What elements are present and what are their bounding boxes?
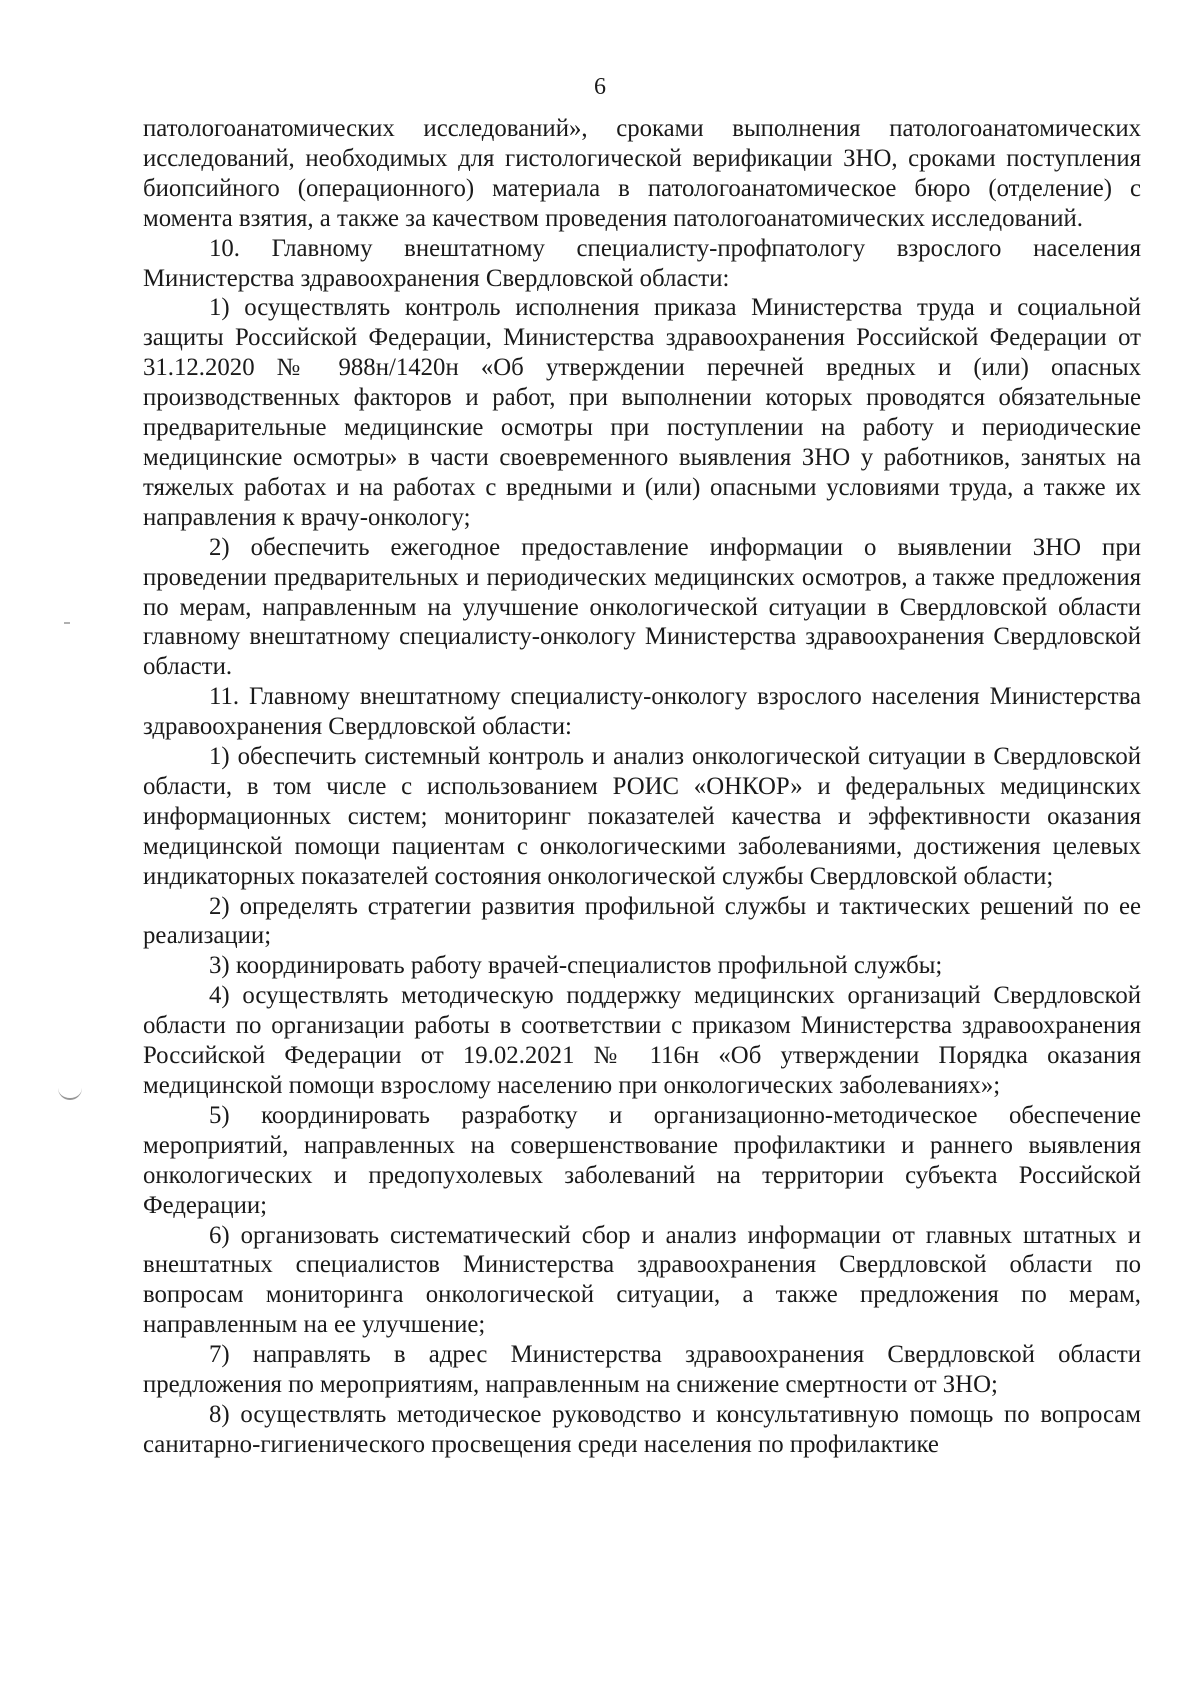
paragraph-item-11-1: 1) обеспечить системный контроль и анализ онкологической ситуации в Свердловской области, в том числе с использованием РОИС «ОНКОР» и федеральных медицинских информационных систем; мониторинг показателей качества и эффективности оказания медицинской помощи пациентам с онкологическими заболеваниями, достижения целевых индикаторных показателей состояния онкологической службы Свердловской области;: [143, 743, 1141, 890]
paragraph-item-11: 11. Главному внештатному специалисту-онкологу взрослого населения Министерства здравоохранения Свердловской области:: [143, 683, 1141, 741]
paragraph-continuation: патологоанатомических исследований», сроками выполнения патологоанатомических исследований, необходимых для гистологической верификации ЗНО, сроками поступления биопсийного (операционного) материала в патологоанатомическое бюро (отделение) с момента взятия, а также за качеством проведения патологоанатомических исследований.: [143, 115, 1141, 232]
paragraph-item-10-2: 2) обеспечить ежегодное предоставление информации о выявлении ЗНО при проведении предварительных и периодических медицинских осмотров, а также предложения по мерам, направленным на улучшение онкологической ситуации в Свердловской области главному внештатному специалисту-онкологу Министерства здравоохранения Свердловской области.: [143, 533, 1141, 681]
paragraph-item-10-1: 1) осуществлять контроль исполнения приказа Министерства труда и социальной защиты Российской Федерации, Министерства здравоохранения Российской Федерации от 31.12.2020 № 988н/1420н «Об утверждении перечней вредных и (или) опасных производственных факторов и работ, при выполнении которых проводятся обязательные предварительные медицинские осмотры при поступлении на работу и периодические медицинские осмотры» в части своевременного выявления ЗНО у работников, занятых на тяжелых работах и на работах с вредными и (или) опасными условиями труда, а также их направления к врачу-онкологу;: [143, 294, 1141, 531]
scan-artifact-dot: [64, 622, 70, 624]
scan-artifact-mark: [58, 1088, 82, 1100]
paragraph-item-11-4: 4) осуществлять методическую поддержку медицинских организаций Свердловской области по организации работы в соответствии с приказом Министерства здравоохранения Российской Федерации от 19.02.2021 № 116н «Об утверждении Порядка оказания медицинской помощи взрослому населению при онкологических заболеваниях»;: [143, 982, 1141, 1099]
paragraph-item-11-3: 3) координировать работу врачей-специалистов профильной службы;: [209, 952, 943, 980]
paragraph-item-11-6: 6) организовать систематический сбор и анализ информации от главных штатных и внештатных специалистов Министерства здравоохранения Свердловской области по вопросам мониторинга онкологической ситуации, а также предложения по мерам, направленным на ее улучшение;: [143, 1221, 1141, 1339]
paragraph-item-11-5: 5) координировать разработку и организационно-методическое обеспечение мероприятий, направленных на совершенствование профилактики и раннего выявления онкологических и предопухолевых заболеваний на территории субъекта Российской Федерации;: [143, 1101, 1141, 1219]
paragraph-item-11-8: 8) осуществлять методическое руководство и консультативную помощь по вопросам санитарно-гигиенического просвещения среди населения по профилактике: [143, 1400, 1141, 1458]
paragraph-item-11-7: 7) направлять в адрес Министерства здравоохранения Свердловской области предложения по мероприятиям, направленным на снижение смертности от ЗНО;: [143, 1341, 1141, 1399]
page-number: 6: [594, 74, 606, 100]
paragraph-item-10: 10. Главному внештатному специалисту-профпатологу взрослого населения Министерства здравоохранения Свердловской области:: [143, 234, 1141, 292]
paragraph-item-11-2: 2) определять стратегии развития профильной службы и тактических решений по ее реализации;: [143, 892, 1141, 950]
document-body: [143, 114, 1141, 1460]
